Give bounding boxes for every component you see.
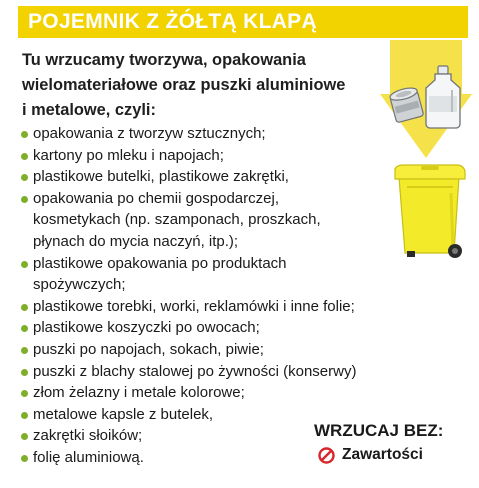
bullet-icon xyxy=(21,390,28,397)
list-item-text: opakowania po chemii gospodarczej, xyxy=(33,189,279,207)
list-item-text: puszki po napojach, sokach, piwie; xyxy=(33,340,264,358)
bullet-icon xyxy=(21,325,28,332)
list-item-text: puszki z blachy stalowej po żywności (konserwy) xyxy=(33,362,357,380)
ban-title: WRZUCAJ BEZ: xyxy=(314,421,444,440)
list-item-text: kosmetykach (np. szamponach, proszkach, xyxy=(33,211,321,229)
list-item xyxy=(20,361,356,383)
list-item xyxy=(20,188,356,253)
bullet-icon xyxy=(21,261,28,268)
bullet-icon xyxy=(21,174,28,181)
list-item-text: plastikowe butelki, plastikowe zakrętki, xyxy=(33,168,289,186)
list-item-text: metalowe kapsle z butelek, xyxy=(33,405,214,423)
list-item-text: opakowania z tworzyw sztucznych; xyxy=(33,125,266,142)
list-item-text: zakrętki słoików; xyxy=(33,427,143,445)
list-item-text: folię aluminiową. xyxy=(33,448,144,466)
list-item-text: plastikowe koszyczki po owocach; xyxy=(33,319,260,337)
list-item-text: kartony po mleku i napojach; xyxy=(33,146,224,164)
yellow-wheelie-bin-icon xyxy=(393,163,467,263)
list-item-text: złom żelazny i metale kolorowe; xyxy=(33,384,245,402)
intro-line: Tu wrzucamy tworzywa, opakowania xyxy=(22,51,306,69)
list-item-text: płynach do mycia naczyń, itp.); xyxy=(33,232,239,250)
no-entry-icon xyxy=(318,447,335,464)
list-item xyxy=(20,296,356,318)
bullet-icon xyxy=(21,455,28,462)
list-item xyxy=(20,166,356,188)
list-item xyxy=(20,425,356,447)
list-item xyxy=(20,317,356,339)
intro-line: wielomateriałowe oraz puszki aluminiowe xyxy=(22,76,346,94)
list-item-text: plastikowe opakowania po produktach xyxy=(33,254,287,272)
bullet-icon xyxy=(21,412,28,419)
waste-items-list xyxy=(20,123,356,469)
bullet-icon xyxy=(21,131,28,138)
list-item xyxy=(20,123,356,145)
bullet-icon xyxy=(21,304,28,311)
intro-line: i metalowe, czyli: xyxy=(22,101,156,119)
list-item-text: plastikowe torebki, worki, reklamówki i inne folie; xyxy=(33,297,355,315)
intro-text xyxy=(22,48,382,123)
list-item xyxy=(20,339,356,361)
list-item xyxy=(20,382,356,404)
bullet-icon xyxy=(21,369,28,376)
list-item-text: spożywczych; xyxy=(33,276,126,294)
list-item xyxy=(20,145,356,167)
list-item xyxy=(20,253,356,296)
list-item xyxy=(20,447,356,469)
down-arrow-with-can-and-bottle-icon xyxy=(380,40,472,158)
list-item xyxy=(20,404,356,426)
bullet-icon xyxy=(21,196,28,203)
ban-label: Zawartości xyxy=(342,446,423,463)
page-title: POJEMNIK Z ŻÓŁTĄ KLAPĄ xyxy=(28,10,317,33)
bullet-icon xyxy=(21,153,28,160)
bullet-icon xyxy=(21,433,28,440)
bullet-icon xyxy=(21,347,28,354)
